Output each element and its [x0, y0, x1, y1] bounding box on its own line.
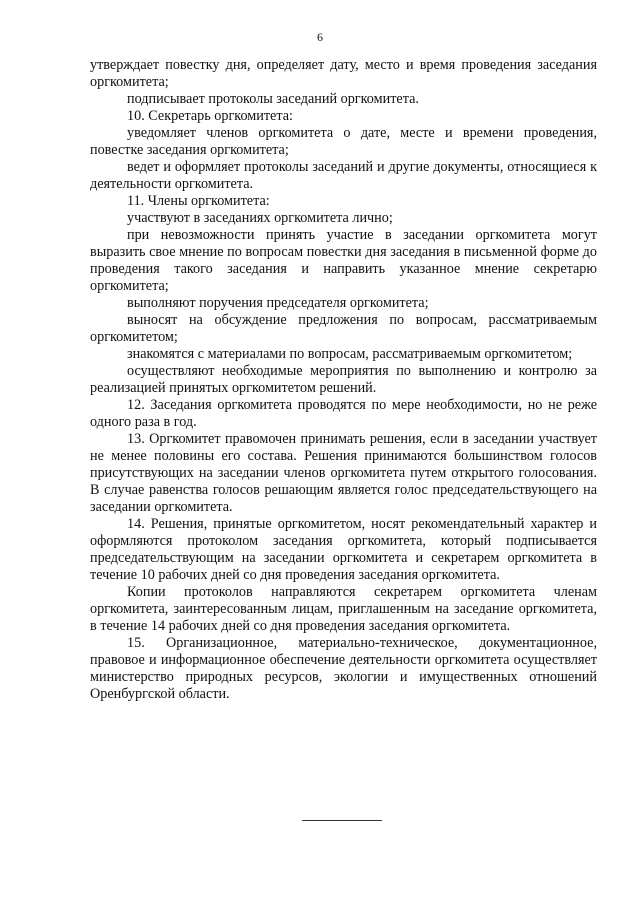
paragraph: уведомляет членов оргкомитета о дате, месте и времени проведения, повестке заседания оргкомитета; [90, 125, 597, 158]
paragraph: 15. Организационное, материально-техническое, документационное, правовое и информационное обеспечение деятельности оргкомитета осуществляет министерство природных ресурсов, экологии и имущественных отношений Оренбургской области. [90, 635, 597, 702]
paragraph: ведет и оформляет протоколы заседаний и другие документы, относящиеся к деятельности оргкомитета. [90, 159, 597, 192]
paragraph: участвуют в заседаниях оргкомитета лично; [127, 210, 393, 226]
end-of-text-rule [302, 820, 382, 821]
paragraph: 10. Секретарь оргкомитета: [127, 108, 293, 124]
paragraph: выносят на обсуждение предложения по вопросам, рассматриваемым оргкомитетом; [90, 312, 597, 345]
paragraph: 14. Решения, принятые оргкомитетом, носят рекомендательный характер и оформляются протоколом заседания оргкомитета, который подписывается председательствующим на заседании оргкомитета и секретарем оргкомитета в течение 10 рабочих дней со дня проведения заседания оргкомитета. [90, 516, 597, 583]
paragraph: выполняют поручения председателя оргкомитета; [127, 295, 429, 311]
paragraph: утверждает повестку дня, определяет дату, место и время проведения заседания оргкомитета; [90, 57, 597, 90]
paragraph: 11. Члены оргкомитета: [127, 193, 270, 209]
paragraph: знакомятся с материалами по вопросам, рассматриваемым оргкомитетом; [127, 346, 573, 362]
paragraph: 12. Заседания оргкомитета проводятся по мере необходимости, но не реже одного раза в год. [90, 397, 597, 430]
paragraph: при невозможности принять участие в заседании оргкомитета могут выразить свое мнение по вопросам повестки дня заседания в письменной форме до проведения такого заседания и направить указанное мнение секретарю оргкомитета; [90, 227, 597, 294]
paragraph: осуществляют необходимые мероприятия по выполнению и контролю за реализацией принятых оргкомитетом решений. [90, 363, 597, 396]
paragraph: Копии протоколов направляются секретарем оргкомитета членам оргкомитета, заинтересованным лицам, приглашенным на заседание оргкомитета, в течение 14 рабочих дней со дня проведения заседания оргкомитета. [90, 584, 597, 634]
paragraph: 13. Оргкомитет правомочен принимать решения, если в заседании участвует не менее половины его состава. Решения принимаются большинством голосов присутствующих на заседании членов оргкомитета путем открытого голосования. В случае равенства голосов решающим является голос председательствующего на заседании оргкомитета. [90, 431, 597, 515]
paragraph: подписывает протоколы заседаний оргкомитета. [127, 91, 419, 107]
document-body [90, 57, 597, 703]
page-number: 6 [317, 30, 323, 44]
